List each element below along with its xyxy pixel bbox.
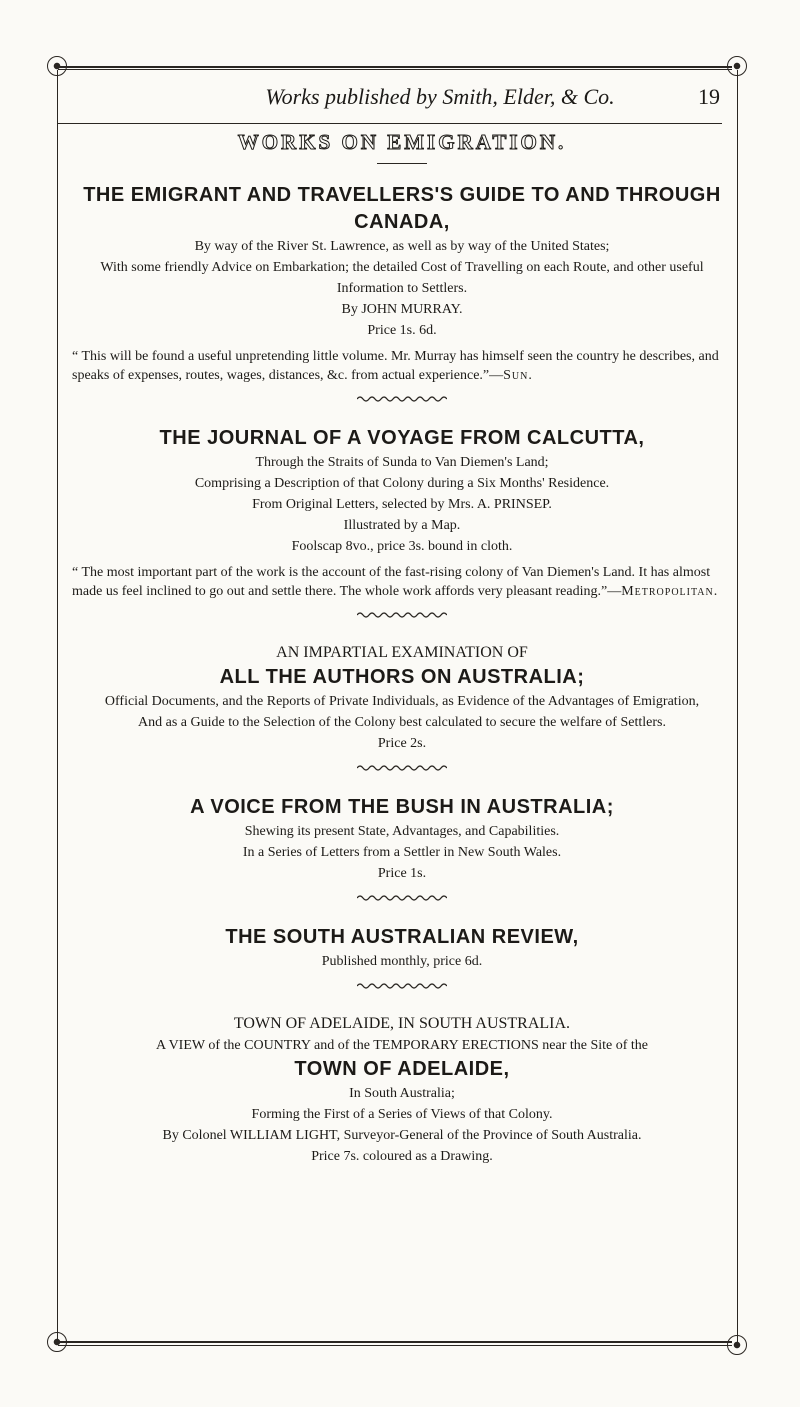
book-author: By JOHN MURRAY. bbox=[341, 302, 463, 317]
book-line: Shewing its present State, Advantages, and Capabilities. bbox=[244, 824, 560, 839]
short-rule bbox=[377, 163, 427, 164]
book-title: TOWN OF ADELAIDE, bbox=[294, 1058, 510, 1080]
section-heading: WORKS ON EMIGRATION. bbox=[237, 130, 567, 154]
book-line: Published monthly, price 6d. bbox=[321, 954, 483, 969]
book-line: Through the Straits of Sunda to Van Diemen's Land; bbox=[255, 455, 549, 470]
book-price: Price 2s. bbox=[377, 736, 427, 751]
frame-rule-left bbox=[57, 70, 58, 1342]
book-pre-title: AN IMPARTIAL EXAMINATION OF bbox=[276, 644, 528, 661]
page-content bbox=[72, 130, 732, 1167]
book-line: Forming the First of a Series of Views of that Colony. bbox=[251, 1107, 553, 1122]
book-pre-title: TOWN OF ADELAIDE, IN SOUTH AUSTRALIA. bbox=[233, 1015, 571, 1032]
book-line: With some friendly Advice on Embarkation; the detailed Cost of Travelling on each Route, and other useful Information to Settlers. bbox=[100, 260, 704, 296]
header-rule bbox=[58, 123, 722, 124]
wavy-divider bbox=[357, 982, 447, 990]
book-line: Illustrated by a Map. bbox=[343, 518, 461, 533]
review-source: Metropolitan. bbox=[621, 584, 719, 599]
book-title: ALL THE AUTHORS ON AUSTRALIA; bbox=[219, 666, 585, 688]
book-line: By way of the River St. Lawrence, as well as by way of the United States; bbox=[194, 239, 610, 254]
frame-rule-bottom bbox=[58, 1341, 732, 1343]
wavy-divider bbox=[357, 611, 447, 619]
book-line: In a Series of Letters from a Settler in New South Wales. bbox=[242, 845, 562, 860]
book-entry bbox=[72, 425, 732, 601]
wavy-divider bbox=[357, 395, 447, 403]
book-price: Foolscap 8vo., price 3s. bound in cloth. bbox=[291, 539, 513, 554]
page-header bbox=[80, 84, 720, 114]
book-price: Price 1s. bbox=[377, 866, 427, 881]
review-source: Sun. bbox=[503, 368, 533, 383]
book-line: Official Documents, and the Reports of Private Individuals, as Evidence of the Advantages of Emigration, bbox=[104, 694, 700, 709]
review-text: “ This will be found a useful unpretending little volume. Mr. Murray has himself seen the country he describes, and speaks of expenses, routes, wages, distances, &c. from actual experience.”— bbox=[72, 349, 719, 383]
book-title: THE SOUTH AUSTRALIAN REVIEW, bbox=[225, 926, 579, 948]
review-text: “ The most important part of the work is the account of the fast-rising colony of Van Diemen's Land. It has almost made us feel inclined to go out and settle there. The whole work affords very pleasant reading.”— bbox=[72, 565, 711, 599]
book-entry bbox=[72, 924, 732, 972]
running-title: Works published by Smith, Elder, & Co. bbox=[265, 84, 615, 109]
book-title: A VOICE FROM THE BUSH IN AUSTRALIA; bbox=[190, 796, 614, 818]
book-entry bbox=[72, 182, 732, 385]
book-entry bbox=[72, 794, 732, 884]
book-price: Price 1s. 6d. bbox=[367, 323, 437, 338]
corner-ornament-icon bbox=[47, 56, 67, 76]
book-author: By Colonel WILLIAM LIGHT, Surveyor-General of the Province of South Australia. bbox=[162, 1128, 642, 1143]
wavy-divider bbox=[357, 764, 447, 772]
corner-ornament-icon bbox=[727, 1335, 747, 1355]
book-title: THE EMIGRANT AND TRAVELLERS'S GUIDE TO AND THROUGH CANADA, bbox=[83, 184, 721, 233]
book-line: Comprising a Description of that Colony during a Six Months' Residence. bbox=[194, 476, 610, 491]
book-line: In South Australia; bbox=[349, 1086, 455, 1101]
frame-rule-bottom-inner bbox=[58, 1345, 732, 1346]
review-quote bbox=[72, 563, 732, 601]
book-author: From Original Letters, selected by Mrs. A. PRINSEP. bbox=[252, 497, 552, 512]
frame-rule-top bbox=[58, 66, 732, 68]
book-entry bbox=[72, 641, 732, 754]
review-quote bbox=[72, 347, 732, 385]
page-number: 19 bbox=[698, 84, 720, 109]
corner-ornament-icon bbox=[47, 1332, 67, 1352]
frame-rule-top-inner bbox=[58, 69, 732, 70]
corner-ornament-icon bbox=[727, 56, 747, 76]
frame-rule-right bbox=[737, 70, 738, 1342]
book-title: THE JOURNAL OF A VOYAGE FROM CALCUTTA, bbox=[159, 427, 645, 449]
book-line: And as a Guide to the Selection of the Colony best calculated to secure the welfare of Settlers. bbox=[138, 715, 666, 730]
wavy-divider bbox=[357, 894, 447, 902]
book-line: A VIEW of the COUNTRY and of the TEMPORARY ERECTIONS near the Site of the bbox=[155, 1038, 649, 1053]
book-price: Price 7s. coloured as a Drawing. bbox=[311, 1149, 493, 1164]
book-entry bbox=[72, 1012, 732, 1167]
